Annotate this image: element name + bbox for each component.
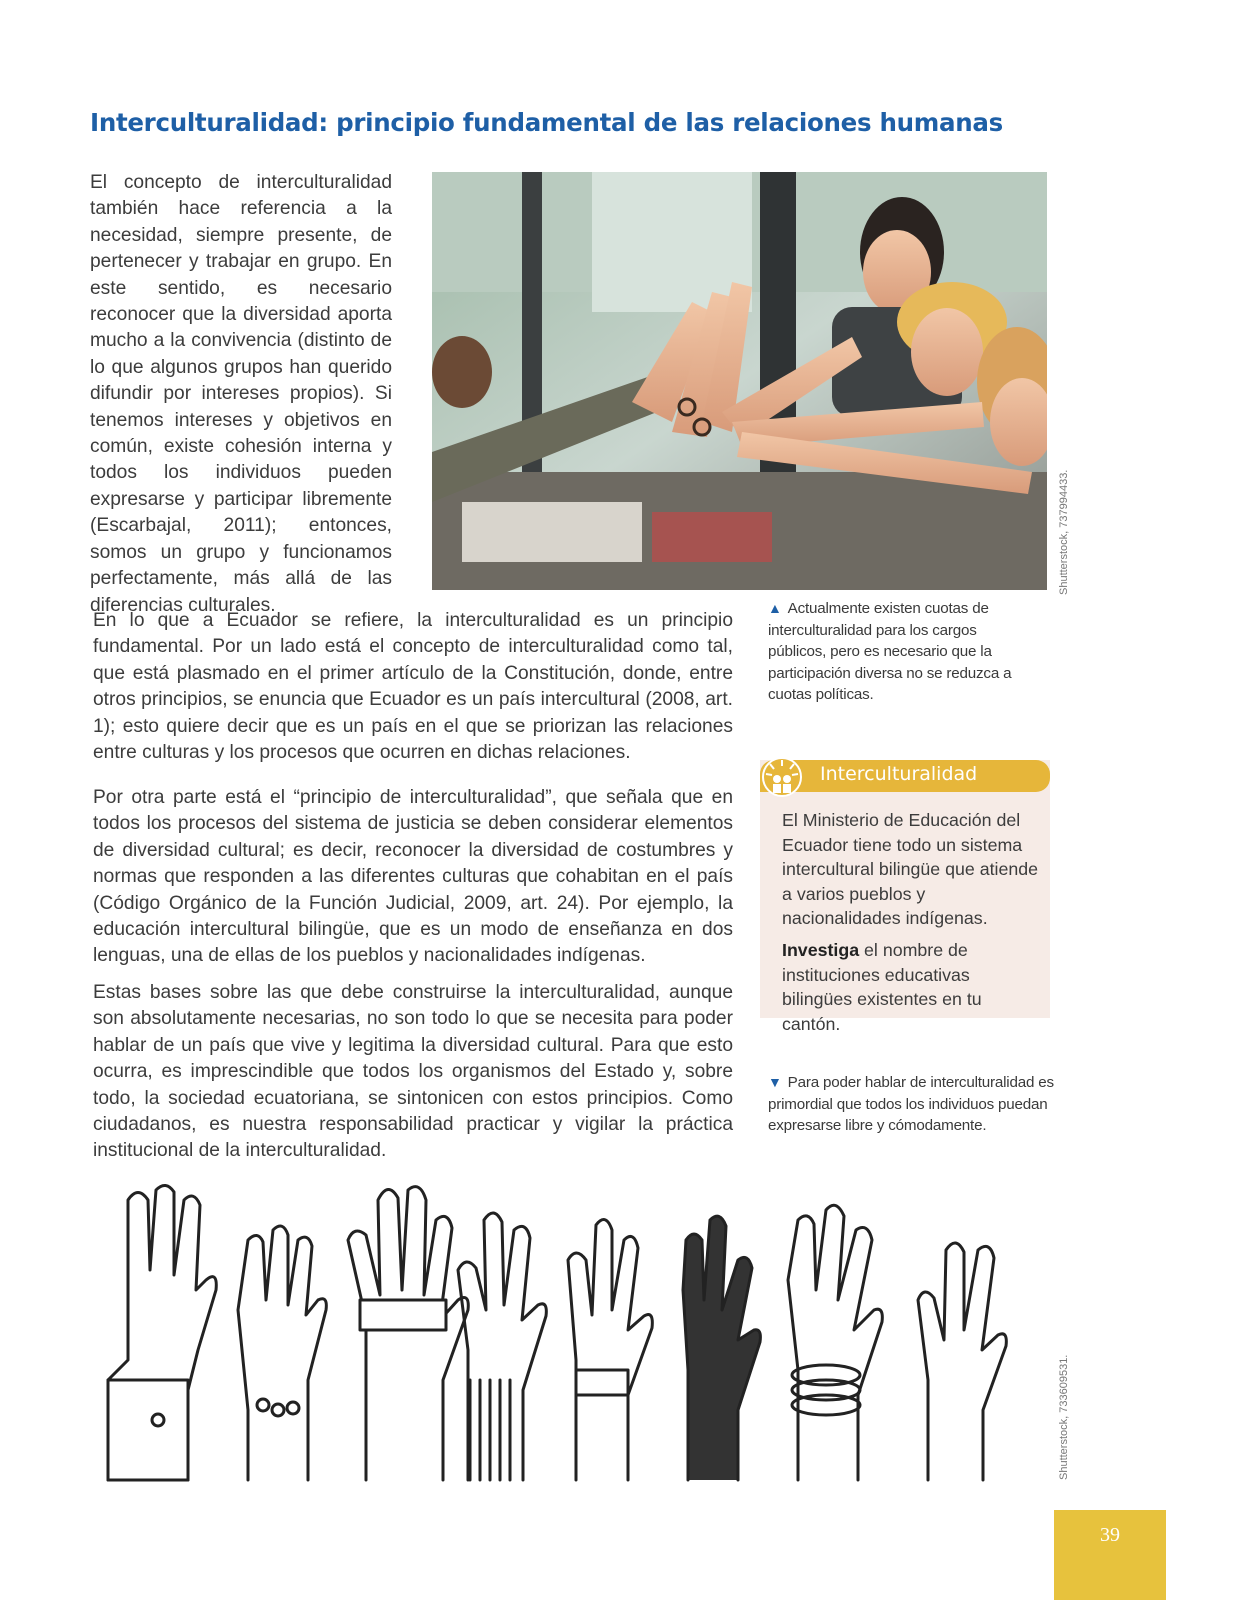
caption-text: Para poder hablar de interculturalidad es primordial que todos los individuos puedan expresarse libre y cómodamente. [768,1074,1054,1134]
box-title: Interculturalidad [820,763,978,785]
paragraph-3: Por otra parte está el “principio de interculturalidad”, que señala que en todos los procesos del sistema de justicia se deben considerar elementos de diversidad cultural; es decir, reconocer la diversidad de costumbres y normas que responden a las diferentes culturas que cohabitan en el país (Código Orgánico de la Función Judicial, 2009, art. 24). Por ejemplo, la educación intercultural bilingüe, que es un modo de enseñanza en dos lenguas, una de ellas de los pueblos y nacionalidades indígenas. [93,787,733,967]
triangle-up-icon: ▲ [768,600,782,616]
photo-graphic [432,172,1047,590]
page-title: Interculturalidad: principio fundamental de las relaciones humanas [90,108,1003,137]
photo-credit-1: Shutterstock, 737994433. [1058,469,1070,595]
page-number: 39 [1100,1524,1120,1546]
photo-credit-2: Shutterstock, 733609531. [1058,1354,1070,1480]
photo-caption-2 [768,1072,1058,1137]
box-text-1: El Ministerio de Educación del Ecuador tiene todo un sistema intercultural bilingüe que atiende a varios pueblos y nacionalidades indígenas. [782,810,1039,928]
box-text-rest: el nombre de instituciones educativas bilingües existentes en tu cantón. [782,940,982,1034]
paragraph-4: Estas bases sobre las que debe construirse la interculturalidad, aunque son absolutamente necesarias, no son todo lo que se necesita para poder hablar de un país que vive y legitima la diversidad cultural. Para que esto ocurra, es imprescindible que todos los organismos del Estado y, sobre todo, la sociedad ecuatoriana, se sintonicen con estos principios. Como ciudadanos, es nuestra responsabilidad practicar y vigilar la práctica institucional de la interculturalidad. [93,982,733,1162]
caption-text: Actualmente existen cuotas de interculturalidad para los cargos públicos, pero es necesario que la participación diversa no se reduzca a cuotas políticas. [768,600,1012,703]
triangle-down-icon: ▼ [768,1074,782,1090]
group-high-five-photo [432,172,1047,590]
hands-graphic [98,1180,1063,1490]
paragraph-1: El concepto de interculturalidad también hace referencia a la necesidad, siempre presente, de pertenecer y trabajar en grupo. En este sentido, es necesario reconocer que la diversidad aporta mucho a la convivencia (distinto de lo que algunos grupos han querido difundir por intereses propios). Si tenemos intereses y objetivos en común, existe cohesión interna y todos los individuos pueden expresarse y participar libremente (Escarbajal, 2011); entonces, somos un grupo y funcionamos perfectamente, más allá de las diferencias culturales. [90,172,392,616]
box-text-2 [782,938,1040,1036]
paragraph-2: En lo que a Ecuador se refiere, la interculturalidad es un principio fundamental. Por un lado está el concepto de interculturalidad como tal, que está plasmado en el primer artículo de la Constitución, donde, entre otros principios, se enuncia que Ecuador es un país intercultural (2008, art. 1); esto quiere decir que es un país en el que se priorizan las relaciones entre culturas y los procesos que ocurren en dichas relaciones. [93,610,733,764]
photo-caption-1 [768,598,1030,706]
raised-hands-illustration [98,1180,1063,1490]
box-text-bold: Investiga [782,940,860,960]
intercultural-people-icon [760,756,804,798]
